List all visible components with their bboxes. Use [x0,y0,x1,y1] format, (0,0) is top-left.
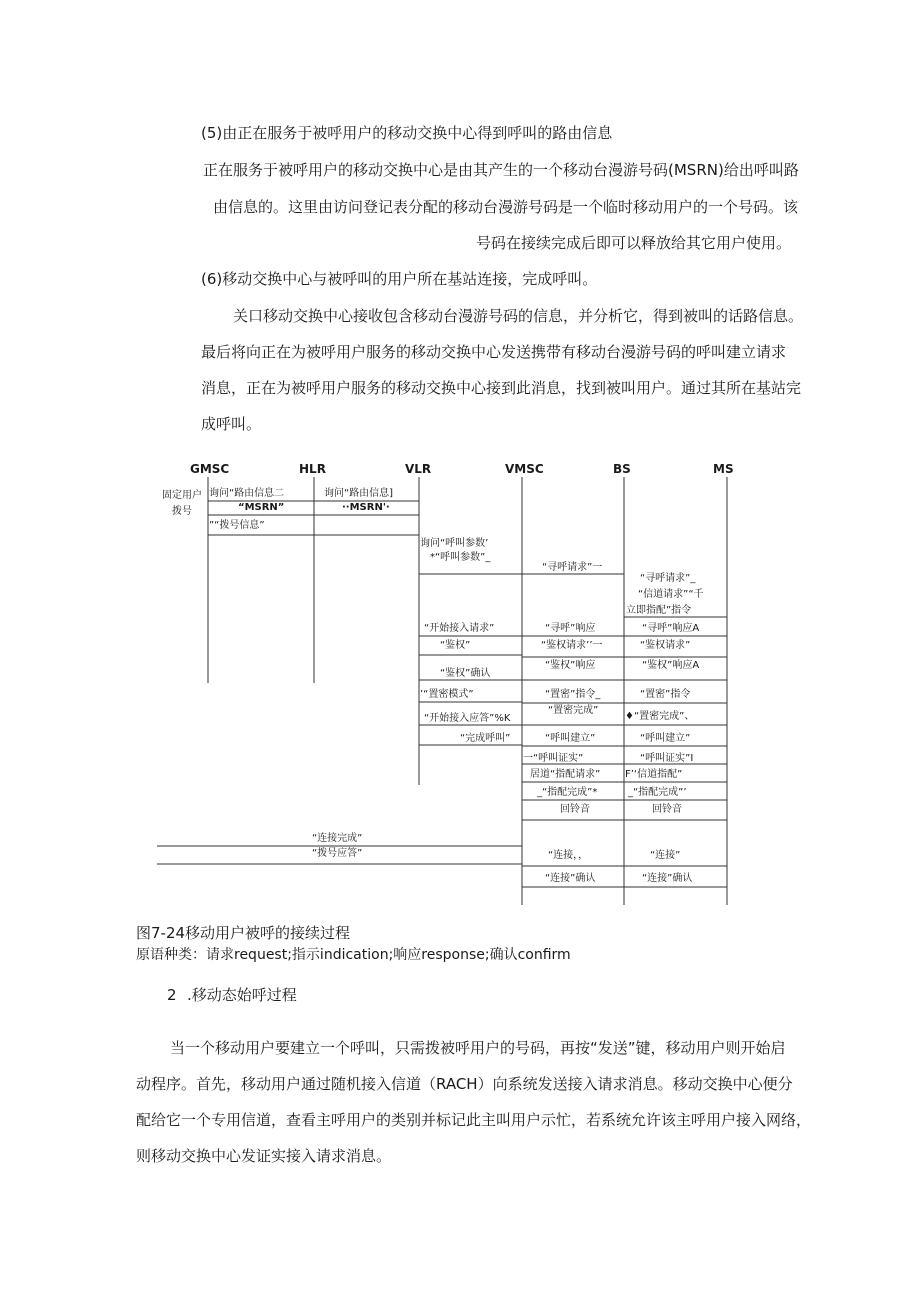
msg-label: ”“拨号信息” [209,520,265,531]
section-2-line-4: 则移动交换中心发证实接入请求消息。 [136,1147,392,1165]
msg-label: 一“呼叫证实” [523,753,584,764]
msg-label: 立即指配”指令 [626,605,692,616]
p6-line-2: 最后将向正在为被呼用户服务的移动交换中心发送携带有移动台漫游号码的呼叫建立请求 [201,343,787,361]
msg-label: “鉴权”确认 [440,668,491,679]
msg-label: 回铃音 [652,804,682,815]
figure-caption: 图7-24移动用户被呼的接续过程 [136,924,351,942]
msg-label: “置密”指令_ [545,689,601,700]
msg-label: “置密完成” [548,705,599,716]
msg-label: “寻呼请求”_ [640,573,696,584]
p5-line-2: 由信息的。这里由访问登记表分配的移动台漫游号码是一个临时移动用户的一个号码。该 [213,198,799,216]
msg-label: ’“置密模式” [420,689,474,700]
section-2-line-3: 配给它一个专用信道，查看主呼用户的类别并标记此主叫用户示忙，若系统允许该主呼用户接入网络， [136,1111,812,1129]
p6-title: (6)移动交换中心与被呼叫的用户所在基站连接，完成呼叫。 [201,270,598,288]
msg-label: “呼叫建立” [545,733,596,744]
p5-title: (5)由正在服务于被呼用户的移动交换中心得到呼叫的路由信息 [201,124,613,142]
origin-label-2: 拨号 [172,506,192,517]
p6-line-4: 成呼叫。 [201,415,262,433]
msg-label: “呼叫证实”I [640,753,694,764]
msg-label: 居道“指配请求” [530,769,601,780]
msg-label: “信道请求”“千 [638,589,704,600]
msg-label: ♦“置密完成”、 [625,711,695,722]
msg-label: “MSRN” [238,502,285,513]
column-gmsc: GMSC [190,462,230,476]
msg-label: F’‘信道指配” [625,769,683,780]
msg-label: “连接” [650,850,681,861]
section-2-heading: .移动态始呼过程 [187,986,297,1004]
column-ms: MS [713,462,734,476]
p6-line-1: 关口移动交换中心接收包含移动台漫游号码的信息，并分析它，得到被叫的话路信息。 [233,307,804,325]
msg-label: “鉴权”响应 [545,660,596,671]
msg-label: 询问“路由信息] [324,488,394,499]
msg-label: “鉴权” [440,640,471,651]
msg-label: “置密”指令 [640,689,691,700]
msg-label: “开始接入请求” [424,623,495,634]
primitive-types: 原语种类：请求request;指示indication;响应response;确认confirm [136,947,571,963]
msg-label: “拨号应答” [312,848,363,859]
p5-line-1: 正在服务于被呼用户的移动交换中心是由其产生的一个移动台漫游号码(MSRN)给出呼叫路 [203,161,799,179]
msg-label: 询问“路由信息二 [209,488,285,499]
msg-label: *“呼叫参数”_ [430,552,491,563]
column-vlr: VLR [405,462,432,476]
msg-label: “连接”确认 [545,873,596,884]
msg-label: 询问“呼叫参数’ [420,538,489,549]
msg-label: “鉴权请求’’一 [541,640,603,651]
msg-label: _“指配完成”* [537,787,598,798]
section-2-number: 2 [167,986,177,1004]
msg-label: “连接完成” [312,833,363,844]
msg-label: “鉴权请求” [640,640,691,651]
section-2-line-1: 当一个移动用户要建立一个呼叫，只需拨被呼用户的号码，再按“发送”键，移动用户则开始启 [170,1039,786,1057]
msg-label: ··MSRN'· [342,502,390,513]
msg-label: “寻呼请求”一 [542,562,603,573]
origin-label-1: 固定用户 [162,490,202,501]
msg-label: “开始接入应答”%K [424,713,511,724]
column-vmsc: VMSC [505,462,544,476]
section-2-line-2: 动程序。首先，移动用户通过随机接入信道（RACH）向系统发送接入请求消息。移动交换中心便分 [136,1075,793,1093]
msg-label: “连接，， [548,850,589,861]
column-bs: BS [613,462,631,476]
msg-label: “寻呼”响应 [545,623,596,634]
msg-label: “鉴权”响应A [642,660,700,671]
msg-label: 回铃音 [560,804,590,815]
p5-line-3: 号码在接续完成后即可以释放给其它用户使用。 [476,234,792,252]
p6-line-3: 消息，正在为被呼用户服务的移动交换中心接到此消息，找到被叫用户。通过其所在基站完 [201,379,802,397]
msg-label: “完成呼叫” [460,733,511,744]
msg-label: “连接”确认 [642,873,693,884]
column-hlr: HLR [299,462,326,476]
msg-label: “呼叫建立” [640,733,691,744]
msg-label: _“指配完成”’ [628,787,687,798]
msg-label: “寻呼”响应A [642,623,700,634]
